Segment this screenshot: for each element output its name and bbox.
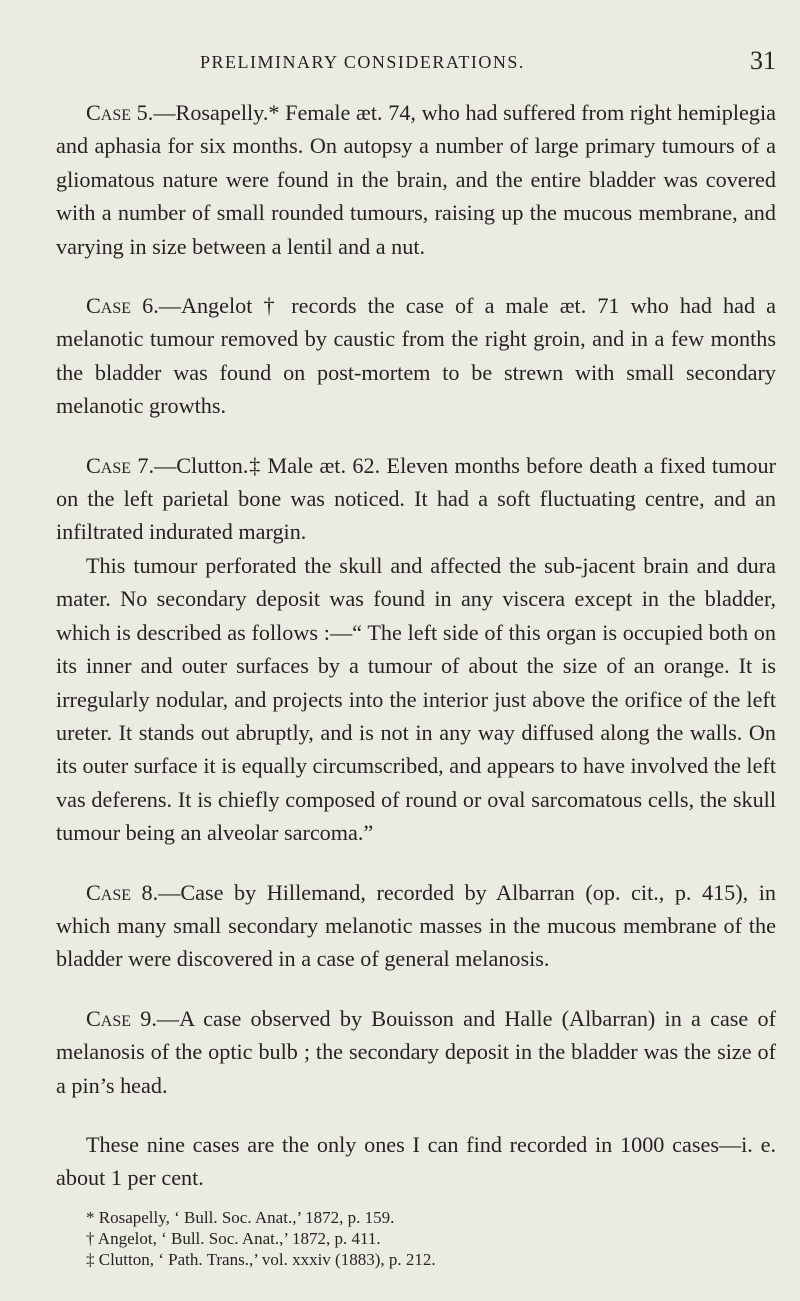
footnotes [56,1207,776,1270]
case-7-continuation-text: This tumour perforated the skull and affected the sub-jacent brain and dura mater. No secondary deposit was found in any viscera except in the bladder, which is described as follows :—“ The left side of this organ is occupied both on its inner and outer surfaces by a tumour of about the size of an orange. It is irregularly nodular, and projects into the interior just above the orifice of the left ureter. It stands out abruptly, and is not in any way diffused along the walls. On its outer surface it is equally circumscribed, and appears to have involved the left vas deferens. It is chiefly composed of round or oval sarcomatous cells, the skull tumour being an alveolar sarcoma.” [56,552,776,846]
case-6-label: Case 6. [86,293,159,319]
case-8-label: Case 8. [86,879,159,905]
case-7-continuation-paragraph [56,549,776,850]
case-9-text: —A case observed by Bouisson and Halle (Albarran) in a case of melanosis of the optic bulb ; the secondary deposit in the bladder was the size of a pin’s head. [56,1005,776,1098]
case-9-label: Case 9. [86,1005,157,1031]
body-text [56,96,776,1270]
running-head [56,46,776,82]
case-7-text: —Clutton.‡ Male æt. 62. Eleven months before death a fixed tumour on the left parietal bone was noticed. It had a soft fluctuating centre, and an infiltrated indurated margin. [56,452,776,545]
footnote-angelot: † Angelot, ‘ Bull. Soc. Anat.,’ 1872, p. 411. [86,1228,381,1248]
case-7-paragraph [56,449,776,549]
case-9-paragraph [56,1002,776,1102]
footnote-clutton: ‡ Clutton, ‘ Path. Trans.,’ vol. xxxiv (1883), p. 212. [86,1249,436,1269]
page-number: 31 [750,46,776,75]
case-8-text: —Case by Hillemand, recorded by Albarran (op. cit., p. 415), in which many small secondary melanotic masses in the mucous membrane of the bladder were discovered in a case of general melanosis. [56,879,776,972]
case-7-label: Case 7. [86,452,155,478]
conclusion-paragraph: These nine cases are the only ones I can find recorded in 1000 cases—i. e. about 1 per cent. [56,1131,776,1191]
running-title: PRELIMINARY CONSIDERATIONS. [200,52,525,72]
case-5-paragraph [56,96,776,263]
footnote-rosapelly: * Rosapelly, ‘ Bull. Soc. Anat.,’ 1872, p. 159. [86,1207,395,1227]
case-6-paragraph [56,289,776,423]
case-8-paragraph [56,876,776,976]
case-6-text: —Angelot † records the case of a male æt. 71 who had had a melanotic tumour removed by caustic from the right groin, and in a few months the bladder was found on post-mortem to be strewn with small secondary melanotic growths. [56,293,776,419]
case-5-label: Case 5. [86,100,154,125]
case-5-text: —Rosapelly.* Female æt. 74, who had suffered from right hemiplegia and aphasia for six months. On autopsy a number of large primary tumours of a gliomatous nature were found in the brain, and the entire bladder was covered with a number of small rounded tumours, raising up the mucous membrane, and varying in size between a lentil and a nut. [56,100,776,259]
